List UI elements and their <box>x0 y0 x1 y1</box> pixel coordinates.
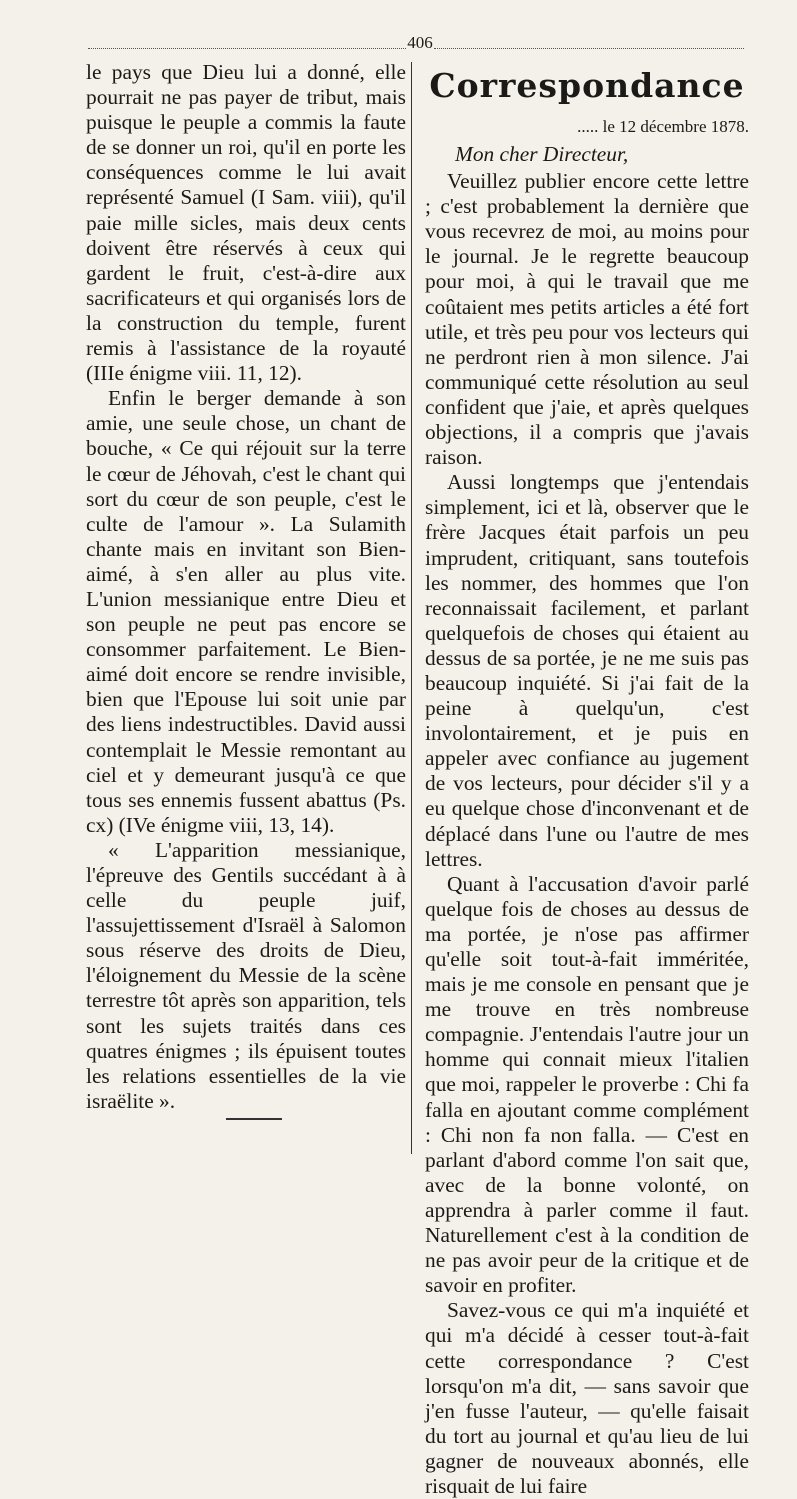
left-paragraph-1: le pays que Dieu lui a donné, elle pourrait ne pas payer de tribut, mais puisque le peuple a commis la faute de se donner un roi, qu'il en porte les conséquences comme le lui avait représenté Samuel (I Sam. viii), qu'il paie mille sicles, mais deux cents doivent être réservés à ceux qui gardent le fruit, c'est-à-dire aux sacrificateurs et qui organisés lors de la construction du temple, furent remis à l'assistance de la royauté (IIIe énigme viii. 11, 12). <box>86 60 406 386</box>
header-rule-left <box>88 48 406 49</box>
section-title: Correspondance <box>429 66 745 105</box>
right-paragraph-1: Veuillez publier encore cette lettre ; c'est probablement la dernière que vous recevrez de moi, au moins pour le journal. Je le regrette beaucoup pour moi, à qui le travail que me coûtaient mes petits articles a été fort utile, et très peu pour vos lecteurs qui ne perdront rien à mon silence. J'ai communiqué cette résolution au seul confident que j'aie, et après quelques objections, il a compris que j'avais raison. <box>425 169 749 470</box>
column-divider <box>411 62 412 1154</box>
left-column <box>86 60 406 1114</box>
left-paragraph-3: « L'apparition messianique, l'épreuve des Gentils succédant à à celle du peuple juif, l'assujettissement d'Israël à Salomon sous réserve des droits de Dieu, l'éloignement du Messie de la scène terrestre tôt après son apparition, tels sont les sujets traités dans ces quatres énigmes ; ils épuisent toutes les relations essentielles de la vie israëlite ». <box>86 837 406 1113</box>
right-column <box>425 60 749 1499</box>
left-paragraph-2: Enfin le berger demande à son amie, une seule chose, un chant de bouche, « Ce qui réjouit sur la terre le cœur de Jéhovah, c'est le chant qui sort du cœur de son peuple, c'est le culte de l'amour ». La Sulamith chante mais en invitant son Bien-aimé, à s'en aller au plus vite. L'union messianique entre Dieu et son peuple ne peut pas encore se consommer parfaitement. Le Bien-aimé doit encore se rendre invisible, bien que l'Epouse lui soit unie par des liens indestructibles. David aussi contemplait le Messie remontant au ciel et y demeurant jusqu'à ce que tous ses ennemis fussent abattus (Ps. cx) (IVe énigme viii, 13, 14). <box>86 386 406 837</box>
right-paragraph-3: Quant à l'accusation d'avoir parlé quelque fois de choses au dessus de ma portée, je n'ose pas affirmer qu'elle soit tout-à-fait imméritée, mais je me console en pensant que je me trouve en très nombreuse compagnie. J'entendais l'autre jour un homme qui connait mieux l'italien que moi, rappeler le proverbe : Chi fa falla en ajoutant comme complément : Chi non fa non falla. — C'est en parlant d'abord comme l'on sait que, avec de la bonne volonté, on apprendra à parler comme il faut. Naturellement c'est à la condition de ne pas avoir peur de la critique et de savoir en profiter. <box>425 871 749 1298</box>
dateline: ..... le 12 décembre 1878. <box>577 117 749 136</box>
right-paragraph-4: Savez-vous ce qui m'a inquiété et qui m'a décidé à cesser tout-à-fait cette correspondance ? C'est lorsqu'on m'a dit, — sans savoir que j'en fusse l'auteur, — qu'elle faisait du tort au journal et qu'au lieu de lui gagner de nouveaux abonnés, elle risquait de lui faire <box>425 1298 749 1498</box>
salutation: Mon cher Directeur, <box>455 142 629 166</box>
header-rule-right <box>434 48 744 49</box>
page-number: 406 <box>407 33 433 52</box>
section-end-rule <box>226 1118 282 1120</box>
right-paragraph-2: Aussi longtemps que j'entendais simplement, ici et là, observer que le frère Jacques était parfois un peu imprudent, critiquant, sans toutefois les nommer, des hommes que l'on reconnaissait facilement, et parlant quelquefois de choses qui étaient au dessus de sa portée, je ne me suis pas beaucoup inquiété. Si j'ai fait de la peine à quelqu'un, c'est involontairement, et je puis en appeler avec confiance au jugement de vos lecteurs, pour décider s'il y a eu quelque chose d'inconvenant et de déplacé dans l'une ou l'autre de mes lettres. <box>425 470 749 871</box>
